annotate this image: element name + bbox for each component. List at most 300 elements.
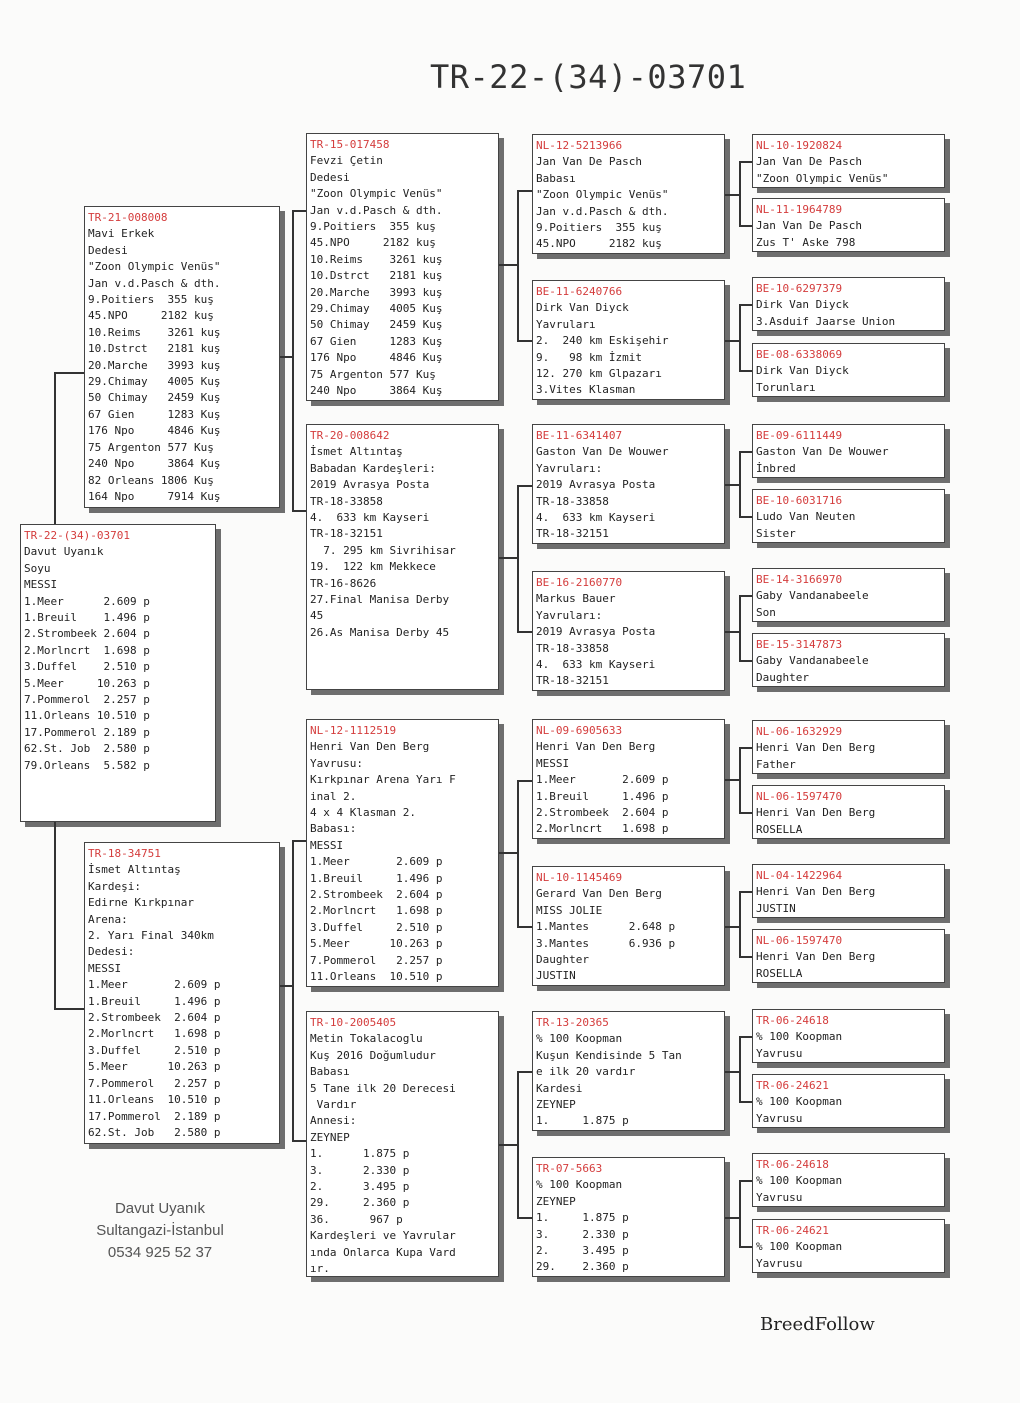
box-line: 20.Marche 3993 kuş (88, 358, 221, 372)
box-line: MESSI (24, 578, 58, 592)
box-line: MISS JOLIE (536, 903, 603, 917)
connector-line (517, 485, 532, 487)
pedigree-box (752, 864, 945, 918)
connector-line (517, 190, 519, 340)
box-line: Torunları (756, 380, 816, 394)
box-line: ında Onlarca Kupa Vard (310, 1245, 456, 1259)
box-line: Daughter (536, 953, 589, 967)
box-line: Yavrusu (756, 1111, 803, 1125)
box-line: 26.As Manisa Derby 45 (310, 625, 450, 639)
box-line: Davut Uyanık (24, 545, 104, 559)
box-line: 75 Argenton 577 Kuş (88, 440, 214, 454)
ring-number: BE-11-6240766 (536, 285, 623, 298)
ring-number: TR-06-24621 (756, 1079, 829, 1092)
box-line: 1. 1.875 p (310, 1147, 410, 1161)
box-line: 1.Breuil 1.496 p (310, 871, 443, 885)
connector-line (499, 1144, 517, 1146)
box-line: TR-18-32151 (536, 527, 609, 541)
box-line: 2.Morlncrt 1.698 p (88, 1027, 221, 1041)
box-line: 29.Chimay 4005 Kuş (88, 375, 221, 389)
pedigree-box (752, 343, 945, 397)
box-line: TR-18-33858 (536, 641, 609, 655)
box-line: e ilk 20 vardır (536, 1065, 636, 1079)
connector-line (739, 304, 752, 306)
box-line: 1. 1.875 p (536, 1114, 629, 1128)
box-line: Henri Van Den Berg (536, 740, 656, 754)
ring-number: BE-09-6111449 (756, 429, 843, 442)
box-line: 11.Orleans 10.510 p (88, 1093, 221, 1107)
box-line: Yavrusu: (310, 756, 363, 770)
connector-line (292, 210, 306, 212)
connector-line (739, 451, 752, 453)
box-line: Arena: (88, 912, 128, 926)
box-line: Markus Bauer (536, 592, 616, 606)
box-line: 45.NPO 2182 kuş (88, 309, 214, 323)
box-line: Henri Van Den Berg (310, 740, 430, 754)
pedigree-box (752, 198, 945, 252)
box-line: 1.Breuil 1.496 p (536, 789, 669, 803)
box-line: Jan Van De Pasch (756, 219, 862, 233)
connector-line (517, 1071, 519, 1217)
connector-line (739, 161, 752, 163)
box-line: Yavruları: (536, 461, 603, 475)
ring-number: TR-21-008008 (88, 211, 168, 224)
connector-line (725, 194, 739, 196)
connector-line (739, 1246, 752, 1248)
ring-number: TR-10-2005405 (310, 1016, 397, 1029)
connector-line (739, 1180, 741, 1246)
box-line: 4. 633 km Kayseri (310, 511, 430, 525)
pedigree-box (752, 424, 945, 478)
box-line: Kuşun Kendisinde 5 Tan (536, 1048, 682, 1062)
box-line: Edirne Kırkpınar (88, 896, 194, 910)
box-line: 2.Strombeek 2.604 p (536, 806, 669, 820)
owner-phone: 0534 925 52 37 (107, 1244, 213, 1261)
box-line: 1.Breuil 1.496 p (88, 994, 221, 1008)
box-line: Kırkpınar Arena Yarı F (310, 773, 456, 787)
box-line: 1.Meer 2.609 p (88, 978, 221, 992)
box-line: "Zoon Olympic Venüs" (536, 188, 669, 202)
connector-line (292, 210, 294, 510)
connector-line (739, 956, 752, 958)
box-line: % 100 Koopman (756, 1095, 843, 1109)
connector-line (739, 812, 752, 814)
box-line: 29.Chimay 4005 Kuş (310, 302, 443, 316)
box-line: TR-16-8626 (310, 576, 377, 590)
box-line: 7.Pommerol 2.257 p (310, 953, 443, 967)
ring-number: NL-11-1964789 (756, 203, 843, 216)
pedigree-box (752, 929, 945, 983)
box-line: 7. 295 km Sivrihisar (310, 543, 456, 557)
connector-line (739, 304, 741, 370)
box-line: Gerard Van Den Berg (536, 887, 662, 901)
box-line: Yavrusu (756, 1046, 803, 1060)
connector-line (725, 1071, 739, 1073)
connector-line (725, 340, 739, 342)
box-line: ZEYNEP (310, 1130, 350, 1144)
box-line: 240 Npo 3864 Kuş (88, 457, 221, 471)
pedigree-box (752, 134, 945, 188)
box-line: ır. (310, 1262, 330, 1276)
box-line: 17.Pommerol 2.189 p (24, 725, 150, 739)
pedigree-box (20, 524, 216, 822)
box-line: Son (756, 605, 776, 619)
ring-number: BE-14-3166970 (756, 573, 843, 586)
box-line: 5.Meer 10.263 p (24, 676, 150, 690)
box-line: Soyu (24, 561, 51, 575)
box-line: 27.Final Manisa Derby (310, 593, 450, 607)
box-line: 164 Npo 7914 Kuş (88, 489, 221, 503)
box-line: 176 Npo 4846 Kuş (88, 424, 221, 438)
box-line: 82 Orleans 1806 Kuş (88, 473, 214, 487)
box-line: % 100 Koopman (536, 1032, 623, 1046)
box-line: 2019 Avrasya Posta (536, 478, 656, 492)
box-line: 7.Pommerol 2.257 p (88, 1076, 221, 1090)
box-line: 4 x 4 Klasman 2. (310, 806, 416, 820)
box-line: Kardesi (536, 1081, 583, 1095)
ring-number: TR-06-24618 (756, 1158, 829, 1171)
box-line: 10.Dstrct 2181 kuş (310, 269, 443, 283)
box-line: 3.Duffel 2.510 p (24, 660, 150, 674)
box-line: 11.Orleans 10.510 p (24, 709, 150, 723)
ring-number: BE-10-6297379 (756, 282, 843, 295)
box-line: 3. 2.330 p (310, 1163, 410, 1177)
box-line: MESSI (310, 838, 344, 852)
connector-line (725, 1217, 739, 1219)
box-line: 2.Strombeek 2.604 p (24, 627, 150, 641)
box-line: 2.Morlncrt 1.698 p (24, 643, 150, 657)
connector-line (739, 516, 752, 518)
ring-number: BE-16-2160770 (536, 576, 623, 589)
box-line: 11.Orleans 10.510 p (310, 970, 443, 984)
box-line: 1.Breuil 1.496 p (24, 611, 150, 625)
pedigree-box (752, 1074, 945, 1128)
box-line: 1.Meer 2.609 p (536, 773, 669, 787)
box-line: 29. 2.360 p (536, 1260, 629, 1274)
box-line: 2.Morlncrt 1.698 p (536, 822, 669, 836)
box-line: ZEYNEP (536, 1194, 576, 1208)
pedigree-box (532, 571, 725, 691)
connector-line (499, 852, 517, 854)
connector-line (517, 926, 532, 928)
ring-number: NL-06-1632929 (756, 725, 843, 738)
box-line: İsmet Altıntaş (310, 445, 403, 459)
connector-line (54, 372, 84, 374)
box-line: Dirk Van Diyck (756, 298, 849, 312)
ring-number: NL-10-1145469 (536, 871, 623, 884)
box-line: Yavruları (536, 317, 596, 331)
connector-line (725, 779, 739, 781)
box-line: Daughter (756, 670, 809, 684)
box-line: 50 Chimay 2459 Kuş (88, 391, 221, 405)
connector-line (517, 1217, 532, 1219)
box-line: Dedesi (88, 243, 128, 257)
box-line: TR-18-32151 (310, 527, 383, 541)
pedigree-box (752, 720, 945, 774)
box-line: 50 Chimay 2459 Kuş (310, 318, 443, 332)
connector-line (517, 780, 519, 926)
pedigree-box (84, 206, 280, 508)
box-line: Yavrusu (756, 1256, 803, 1270)
box-line: 1.Mantes 2.648 p (536, 920, 676, 934)
ring-number: TR-15-017458 (310, 138, 390, 151)
box-line: 67 Gien 1283 Kuş (310, 334, 443, 348)
connector-line (739, 595, 741, 660)
ring-number: TR-07-5663 (536, 1162, 603, 1175)
connector-line (517, 190, 532, 192)
connector-line (725, 631, 739, 633)
box-line: 4. 633 km Kayseri (536, 658, 656, 672)
box-line: 2. 240 km Eskişehir (536, 334, 669, 348)
box-line: % 100 Koopman (536, 1178, 623, 1192)
pedigree-box (752, 1153, 945, 1207)
pedigree-box (306, 1011, 499, 1277)
box-line: 12. 270 km Glpazarı (536, 367, 662, 381)
box-line: 3.Mantes 6.936 p (536, 936, 676, 950)
box-line: Gaston Van De Wouwer (756, 445, 889, 459)
box-line: ROSELLA (756, 966, 803, 980)
ring-number: NL-12-1112519 (310, 724, 397, 737)
box-line: 36. 967 p (310, 1212, 403, 1226)
connector-line (517, 340, 532, 342)
ring-number: BE-15-3147873 (756, 638, 843, 651)
connector-line (517, 780, 532, 782)
box-line: MESSI (536, 756, 570, 770)
connector-line (739, 747, 741, 812)
box-line: 20.Marche 3993 kuş (310, 285, 443, 299)
box-line: İsmet Altıntaş (88, 863, 181, 877)
box-line: 4. 633 km Kayseri (536, 511, 656, 525)
box-line: "Zoon Olympic Venüs" (310, 187, 443, 201)
box-line: 2.Strombeek 2.604 p (310, 888, 443, 902)
box-line: Mavi Erkek (88, 227, 155, 241)
box-line: 5.Meer 10.263 p (310, 937, 443, 951)
box-line: 3.Duffel 2.510 p (310, 920, 443, 934)
connector-line (54, 1008, 84, 1010)
box-line: Sister (756, 526, 796, 540)
connector-line (54, 822, 56, 1008)
box-line: Gaby Vandanabeele (756, 589, 869, 603)
connector-line (739, 1036, 741, 1101)
brand-logo: BreedFollow (760, 1314, 875, 1335)
connector-line (739, 161, 741, 225)
box-line: Ludo Van Neuten (756, 510, 856, 524)
box-line: MESSI (88, 961, 122, 975)
box-line: ZEYNEP (536, 1098, 576, 1112)
box-line: "Zoon Olympic Venüs" (88, 260, 221, 274)
box-line: 9.Poitiers 355 kuş (536, 221, 662, 235)
pedigree-box (306, 424, 499, 690)
pedigree-box (752, 633, 945, 687)
box-line: % 100 Koopman (756, 1030, 843, 1044)
box-line: 45.NPO 2182 kuş (536, 237, 662, 251)
connector-line (54, 372, 56, 524)
box-line: 45.NPO 2182 kuş (310, 236, 436, 250)
ring-number: TR-13-20365 (536, 1016, 609, 1029)
box-line: 1. 1.875 p (536, 1211, 629, 1225)
box-line: 67 Gien 1283 Kuş (88, 407, 221, 421)
box-line: 19. 122 km Mekkece (310, 560, 436, 574)
ring-number: NL-04-1422964 (756, 869, 843, 882)
box-line: Fevzi Çetin (310, 154, 383, 168)
pedigree-box (306, 719, 499, 987)
ring-number: NL-09-6905633 (536, 724, 623, 737)
connector-line (739, 1180, 752, 1182)
connector-line (517, 1071, 532, 1073)
pedigree-box (752, 568, 945, 622)
box-line: "Zoon Olympic Venüs" (756, 171, 889, 185)
box-line: Dirk Van Diyck (756, 364, 849, 378)
box-line: 2.Morlncrt 1.698 p (310, 904, 443, 918)
connector-line (739, 891, 752, 893)
box-line: Kuş 2016 Doğumludur (310, 1048, 436, 1062)
owner-name: Davut Uyanık (114, 1200, 206, 1217)
box-line: 3.Asduif Jaarse Union (756, 314, 896, 328)
box-line: Jan v.d.Pasch & dth. (88, 276, 221, 290)
box-line: 2. Yarı Final 340km (88, 929, 214, 943)
box-line: Dedesi: (88, 945, 135, 959)
connector-line (292, 840, 294, 1140)
ring-number: NL-10-1920824 (756, 139, 843, 152)
box-line: Jan Van De Pasch (536, 155, 642, 169)
box-line: 3.Vites Klasman (536, 383, 636, 397)
box-line: İnbred (756, 461, 796, 475)
box-line: ROSELLA (756, 822, 803, 836)
box-line: 9.Poitiers 355 kuş (310, 220, 436, 234)
ring-number: TR-06-24618 (756, 1014, 829, 1027)
connector-line (739, 1036, 752, 1038)
box-line: 10.Reims 3261 kuş (88, 325, 221, 339)
box-line: % 100 Koopman (756, 1174, 843, 1188)
box-line: Annesi: (310, 1114, 357, 1128)
pedigree-box (84, 842, 280, 1144)
connector-line (517, 631, 532, 633)
box-line: Dedesi (310, 170, 350, 184)
box-line: Yavrusu (756, 1190, 803, 1204)
box-line: 7.Pommerol 2.257 p (24, 693, 150, 707)
box-line: Henri Van Den Berg (756, 885, 876, 899)
box-line: Jan v.d.Pasch & dth. (536, 204, 669, 218)
box-line: Jan Van De Pasch (756, 155, 862, 169)
box-line: 2019 Avrasya Posta (310, 478, 430, 492)
connector-line (739, 451, 741, 516)
box-line: Metin Tokalacoglu (310, 1032, 423, 1046)
box-line: 5 Tane ilk 20 Derecesi (310, 1081, 456, 1095)
ring-number: TR-06-24621 (756, 1224, 829, 1237)
pedigree-box (532, 280, 725, 400)
box-line: Jan v.d.Pasch & dth. (310, 203, 443, 217)
box-line: 1.Meer 2.609 p (24, 594, 150, 608)
box-line: Yavruları: (536, 608, 603, 622)
connector-line (739, 747, 752, 749)
box-line: 5.Meer 10.263 p (88, 1060, 221, 1074)
owner-location: Sultangazi-İstanbul (96, 1222, 224, 1239)
box-line: Zus T' Aske 798 (756, 235, 856, 249)
box-line: inal 2. (310, 789, 357, 803)
connector-line (292, 1140, 306, 1142)
pedigree-box (752, 277, 945, 331)
ring-number: BE-08-6338069 (756, 348, 843, 361)
box-line: Henri Van Den Berg (756, 950, 876, 964)
pedigree-box (752, 1009, 945, 1063)
box-line: 62.St. Job 2.580 p (88, 1125, 221, 1139)
box-line: 17.Pommerol 2.189 p (88, 1109, 221, 1123)
box-line: 3. 2.330 p (536, 1227, 629, 1241)
box-line: 176 Npo 4846 Kuş (310, 351, 443, 365)
box-line: 2.Strombeek 2.604 p (88, 1011, 221, 1025)
box-line: 10.Dstrct 2181 kuş (88, 342, 221, 356)
pedigree-box (532, 719, 725, 839)
box-line: JUSTIN (756, 901, 796, 915)
box-line: % 100 Koopman (756, 1240, 843, 1254)
pedigree-box (532, 134, 725, 254)
box-line: Babası (536, 171, 576, 185)
box-line: 9. 98 km İzmit (536, 350, 642, 364)
box-line: 240 Npo 3864 Kuş (310, 384, 443, 398)
pedigree-box (532, 1157, 725, 1277)
box-line: 9.Poitiers 355 kuş (88, 293, 214, 307)
box-line: Babası: (310, 822, 357, 836)
pedigree-box (532, 866, 725, 986)
box-line: Babadan Kardeşleri: (310, 461, 436, 475)
connector-line (739, 595, 752, 597)
connector-line (739, 225, 752, 227)
ring-number: NL-12-5213966 (536, 139, 623, 152)
box-line: Gaston Van De Wouwer (536, 445, 669, 459)
connector-line (499, 264, 517, 266)
box-line: Henri Van Den Berg (756, 741, 876, 755)
connector-line (280, 356, 292, 358)
pedigree-title: TR-22-(34)-03701 (430, 58, 747, 96)
box-line: 2019 Avrasya Posta (536, 625, 656, 639)
pedigree-box (532, 1011, 725, 1131)
box-line: 2. 3.495 p (536, 1244, 629, 1258)
box-line: 3.Duffel 2.510 p (88, 1043, 221, 1057)
box-line: 79.Orleans 5.582 p (24, 758, 150, 772)
box-line: Gaby Vandanabeele (756, 654, 869, 668)
connector-line (725, 926, 739, 928)
box-line: 10.Reims 3261 kuş (310, 252, 443, 266)
connector-line (739, 370, 752, 372)
connector-line (280, 985, 292, 987)
box-line: TR-18-32151 (536, 674, 609, 688)
box-line: 2. 3.495 p (310, 1180, 410, 1194)
box-line: Vardır (310, 1098, 357, 1112)
connector-line (739, 891, 741, 956)
pedigree-box (752, 489, 945, 543)
ring-number: NL-06-1597470 (756, 934, 843, 947)
connector-line (292, 510, 306, 512)
box-line: JUSTIN (536, 969, 576, 983)
connector-line (739, 660, 752, 662)
owner-info (70, 1198, 250, 1264)
box-line: Kardeşi: (88, 879, 141, 893)
connector-line (517, 485, 519, 631)
ring-number: TR-18-34751 (88, 847, 161, 860)
connector-line (739, 1101, 752, 1103)
box-line: Dirk Van Diyck (536, 301, 629, 315)
box-line: 75 Argenton 577 Kuş (310, 367, 436, 381)
ring-number: BE-11-6341407 (536, 429, 623, 442)
pedigree-box (532, 424, 725, 544)
box-line: Kardeşleri ve Yavrular (310, 1229, 456, 1243)
ring-number: NL-06-1597470 (756, 790, 843, 803)
box-line: 29. 2.360 p (310, 1196, 410, 1210)
box-line: 1.Meer 2.609 p (310, 855, 443, 869)
ring-number: BE-10-6031716 (756, 494, 843, 507)
pedigree-box (306, 133, 499, 401)
box-line: 45 (310, 609, 324, 623)
